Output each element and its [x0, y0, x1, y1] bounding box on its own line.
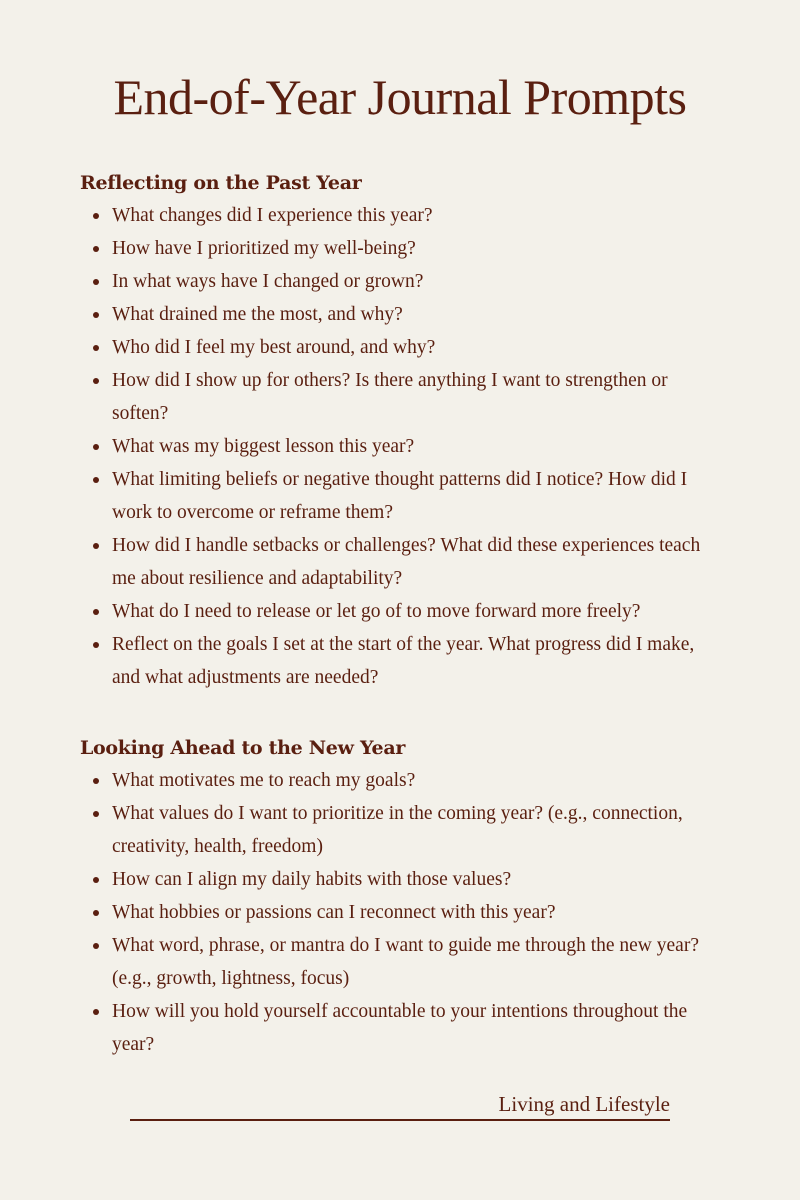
- bullet-icon: [93, 1009, 99, 1015]
- prompt-text: How can I align my daily habits with those values?: [112, 869, 512, 890]
- bullet-icon: [93, 444, 99, 450]
- bullet-icon: [93, 213, 99, 219]
- prompt-text: Reflect on the goals I set at the start of the year. What progress did I make, and what adjustments are needed?: [112, 634, 695, 688]
- prompt-list: [80, 764, 730, 1061]
- prompt-text: What hobbies or passions can I reconnect with this year?: [112, 902, 556, 923]
- list-item: [80, 430, 722, 463]
- prompt-text: What word, phrase, or mantra do I want to guide me through the new year? (e.g., growth, lightness, focus): [112, 935, 699, 989]
- bullet-icon: [93, 877, 99, 883]
- prompt-text: What motivates me to reach my goals?: [112, 770, 416, 791]
- prompt-text: What was my biggest lesson this year?: [112, 436, 415, 457]
- list-item: [80, 232, 722, 265]
- prompt-text: How did I handle setbacks or challenges? What did these experiences teach me about resilience and adaptability?: [112, 535, 701, 589]
- prompt-text: What limiting beliefs or negative thought patterns did I notice? How did I work to overcome or reframe them?: [112, 469, 688, 523]
- section-reflecting-past-year: [80, 167, 730, 694]
- bullet-icon: [93, 910, 99, 916]
- section-heading: Looking Ahead to the New Year: [80, 737, 406, 759]
- list-item: [80, 331, 722, 364]
- list-item: [80, 298, 722, 331]
- list-item: [80, 896, 722, 929]
- list-item: [80, 265, 722, 298]
- list-item: [80, 364, 722, 430]
- bullet-icon: [93, 543, 99, 549]
- section-looking-ahead: [80, 732, 730, 1061]
- list-item: [80, 764, 722, 797]
- footer-brand: Living and Lifestyle: [498, 1092, 670, 1116]
- bullet-icon: [93, 811, 99, 817]
- section-heading: Reflecting on the Past Year: [80, 172, 362, 194]
- bullet-icon: [93, 378, 99, 384]
- prompt-text: How will you hold yourself accountable to your intentions throughout the year?: [112, 1001, 688, 1055]
- list-item: [80, 863, 722, 896]
- list-item: [80, 199, 722, 232]
- prompt-text: What changes did I experience this year?: [112, 205, 433, 226]
- prompt-text: How did I show up for others? Is there anything I want to strengthen or soften?: [112, 370, 668, 424]
- footer: [130, 1090, 670, 1121]
- bullet-icon: [93, 778, 99, 784]
- list-item: [80, 529, 722, 595]
- bullet-icon: [93, 312, 99, 318]
- list-item: [80, 995, 722, 1061]
- list-item: [80, 929, 722, 995]
- list-item: [80, 797, 722, 863]
- prompt-text: What drained me the most, and why?: [112, 304, 403, 325]
- footer-divider: [130, 1119, 670, 1121]
- list-item: [80, 463, 722, 529]
- bullet-icon: [93, 345, 99, 351]
- prompt-list: [80, 199, 730, 694]
- bullet-icon: [93, 279, 99, 285]
- prompt-text: What do I need to release or let go of to move forward more freely?: [112, 601, 641, 622]
- bullet-icon: [93, 246, 99, 252]
- prompt-text: Who did I feel my best around, and why?: [112, 337, 436, 358]
- list-item: [80, 595, 722, 628]
- page-title: End-of-Year Journal Prompts: [113, 69, 687, 125]
- prompt-text: What values do I want to prioritize in the coming year? (e.g., connection, creativity, health, freedom): [112, 803, 683, 857]
- prompt-text: In what ways have I changed or grown?: [112, 271, 424, 292]
- list-item: [80, 628, 722, 694]
- prompt-text: How have I prioritized my well-being?: [112, 238, 416, 259]
- bullet-icon: [93, 477, 99, 483]
- bullet-icon: [93, 609, 99, 615]
- bullet-icon: [93, 642, 99, 648]
- bullet-icon: [93, 943, 99, 949]
